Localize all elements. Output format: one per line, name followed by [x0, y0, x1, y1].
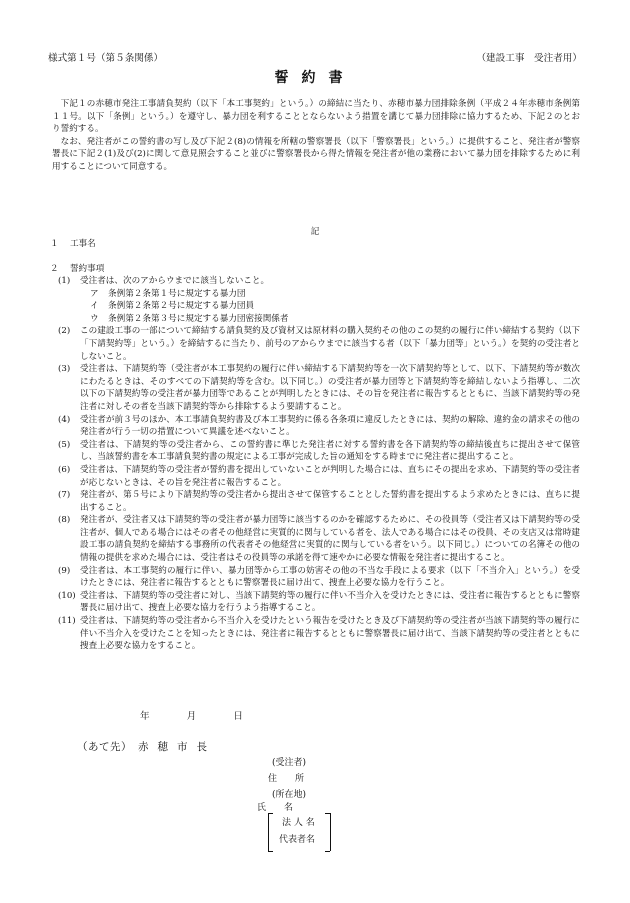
- pledge-item: [58, 363, 580, 413]
- pledge-item: [58, 464, 580, 489]
- bracket-right: [330, 813, 331, 851]
- item-number: (7): [58, 490, 71, 501]
- addressee: [77, 741, 216, 754]
- date-year: 年: [140, 711, 150, 722]
- addressee-mayor: 赤穂市長: [138, 741, 216, 753]
- date-line: [110, 711, 243, 724]
- subitem: [80, 313, 580, 326]
- item-text: 発注者が、第５号により下請契約等の受注者から提出させて保管することとした誓約書を提出するよう求めたときには、直ちに提出すること。: [80, 490, 580, 513]
- item-number: (2): [58, 326, 71, 337]
- item-number: (9): [58, 565, 71, 576]
- contractor-label: (受注者): [272, 758, 307, 768]
- item-text: 受注者は、本工事契約の履行に伴い、暴力団等から工事の妨害その他の不当な手段による要求（以下「不当介入」という。）を受けたときには、発注者に報告するとともに警察署長に届け出て、捜査上必要な協力を行うこと。: [80, 565, 580, 589]
- item-number: (11): [58, 616, 76, 627]
- item-text: 発注者が、受注者又は下請契約等の受注者が暴力団等に該当するのかを確認するために、その役員等（受注者又は下請契約等の受注者が、個人である場合にはその者その他経営に実質的に関与している者を、法人である場合にはその役員、その支店又は常時建設工事の請負契約を締結する事務所の代表者その他経営に実質的に関与している者をいう。以下同じ。）についての名簿その他の情報の提供を求めた場合には、受注者はその役員等の承諾を得て速やかに必要な情報を発注者に提出すること。: [80, 515, 580, 564]
- item-text: 受注者は、次のアからウまでに該当しないこと。: [80, 276, 270, 286]
- form-number: 様式第１号（第５条関係）: [48, 53, 164, 64]
- pledge-item: [58, 615, 580, 653]
- subitem-text: 条例第２条第２号に規定する暴力団員: [108, 301, 255, 312]
- address-label: 住 所: [268, 774, 305, 784]
- bracket-right-bottom: [325, 851, 330, 852]
- item-text: 受注者は、下請契約等（受注者が本工事契約の履行に伴い締結する下請契約等を一次下請契約等として、以下、下請契約等が数次にわたるときは、そのすべての下請契約等を含む。以下同じ。）の受注者が暴力団等と下請契約等を締結しないよう指導し、二次以下の下請契約等の受注者が暴力団等であることが判明したときには、その旨を発注者に報告するとともに、当該下請契約等の発注者に対しその者を当該下請契約等から排除するよう要請すること。: [80, 364, 580, 412]
- addressee-prefix: （あて先）: [77, 741, 132, 753]
- subitem: [80, 300, 580, 313]
- corporate-name-label: 法 人 名: [282, 818, 315, 828]
- pledge-item: [58, 275, 580, 288]
- item-number: (1): [58, 276, 71, 286]
- bracket-left-bottom: [268, 851, 273, 852]
- location-label: (所在地): [272, 790, 307, 800]
- section-2-label: 誓約事項: [69, 264, 105, 274]
- subitem: [80, 288, 580, 301]
- item-number: (3): [58, 364, 71, 375]
- intro-paragraphs: [52, 98, 580, 174]
- item-text: この建設工事の一部について締結する請負契約及び資材又は原材料の購入契約その他のこの契約の履行に伴い締結する契約（以下「下請契約等」という。）を締結するに当たり、前号のアからウまでに該当する者（以下「暴力団等」という。）を契約の受注者としないこと。: [80, 326, 580, 362]
- item-text: 受注者が前３号のほか、本工事請負契約書及び本工事契約に係る各条項に違反したときには、契約の解除、違約金の請求その他の発注者が行う一切の措置について異議を述べないこと。: [80, 414, 580, 438]
- pledge-item: [58, 590, 580, 615]
- intro-paragraph-2: なお、発注者がこの誓約書の写し及び下記２(8)の情報を所轄の警察署長（以下「警察署長」という。）に提供すること、発注者が警察署長に下記２(1)及び(2)に関して意見照会すること並びに警察署長から得た情報を発注者が他の業務において暴力団を排除するために利用することについて同意する。: [52, 136, 580, 172]
- form-category: （建設工事 受注者用）: [476, 53, 582, 64]
- item-number: (4): [58, 414, 71, 425]
- pledge-item: [58, 414, 580, 439]
- subitem-key: ウ: [90, 313, 99, 324]
- section-1-number: １: [50, 239, 59, 249]
- item-number: (5): [58, 439, 71, 450]
- pledge-item: [58, 439, 580, 464]
- pledge-item: [58, 565, 580, 590]
- item-number: (10): [58, 590, 76, 601]
- item-number: (8): [58, 515, 71, 526]
- pledge-item: [58, 325, 580, 363]
- section-1: [50, 238, 96, 251]
- bracket-left: [268, 813, 269, 851]
- section-1-label: 工事名: [69, 239, 96, 249]
- subitem-key: イ: [90, 301, 99, 312]
- pledge-item: [58, 514, 580, 564]
- pledge-item: [58, 489, 580, 514]
- item-text: 受注者は、下請契約等の受注者から不当介入を受けたという報告を受けたとき及び下請契約等の受注者が当該下請契約等の履行に伴い不当介入を受けたことを知ったときには、発注者に報告するとともに警察署長に届け出て、当該下請契約等の受注者とともに捜査上必要な協力をすること。: [80, 616, 580, 652]
- item-number: (6): [58, 464, 71, 475]
- section-2-number: ２: [50, 264, 59, 274]
- name-label: 氏 名: [257, 803, 294, 813]
- item-text: 受注者は、下請契約等の受注者が誓約書を提出していないことが判明した場合には、直ちにその提出を求め、下請契約等の受注者が応じないときは、その旨を発注者に報告すること。: [80, 464, 580, 488]
- document-title: 誓約書: [274, 70, 356, 86]
- date-month: 月: [186, 711, 197, 722]
- representative-label: 代表者名: [279, 835, 316, 845]
- pledge-items: [58, 275, 580, 653]
- ki-heading: 記: [310, 227, 320, 237]
- date-day: 日: [233, 711, 243, 722]
- subitem-key: ア: [90, 288, 99, 299]
- intro-paragraph-1: 下記１の赤穂市発注工事請負契約（以下「本工事契約」という。）の締結に当たり、赤穂市暴力団排除条例（平成２４年赤穂市条例第１１号。以下「条例」という。）を遵守し、暴力団を利することとならないよう措置を講じて暴力団排除に協力するため、下記２のとおり誓約する。: [52, 99, 580, 135]
- subitem-text: 条例第２条第３号に規定する暴力団密接関係者: [108, 313, 289, 324]
- section-2: [50, 263, 104, 276]
- item-text: 受注者は、下請契約等の受注者から、この誓約書に準じた発注者に対する誓約書を各下請契約等の締結後直ちに提出させて保管し、当該誓約書を本工事請負契約書の規定による工事が完成した旨の通知をする時までに発注者に提出すること。: [80, 439, 580, 463]
- item-text: 受注者は、下請契約等の受注者に対し、当該下請契約等の履行に伴い不当介入を受けたときには、受注者に報告するとともに警察署長に届け出て、捜査上必要な協力を行うよう指導すること。: [80, 590, 580, 614]
- subitem-text: 条例第２条第１号に規定する暴力団: [108, 288, 246, 299]
